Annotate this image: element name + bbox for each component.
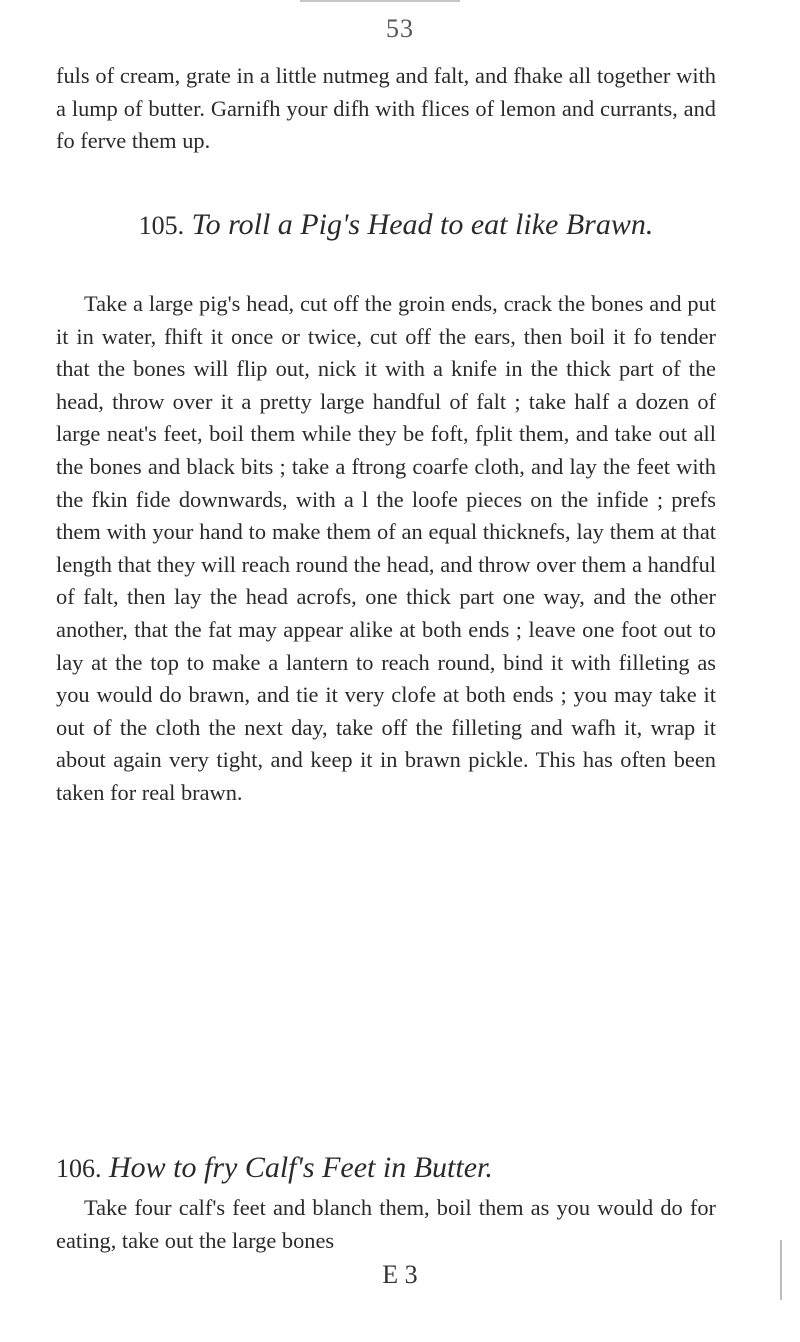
section-106-title: How to fry Calf's Feet in Butter.: [109, 1151, 493, 1184]
page-edge-line: [780, 1240, 782, 1300]
section-106-text: Take four calf's feet and blanch them, boil them as you would do for eating, take out the large bones: [56, 1195, 716, 1253]
section-106-number: 106.: [56, 1154, 102, 1183]
section-106-heading: [56, 1148, 736, 1189]
page-number: 53: [386, 14, 414, 43]
section-105-title: To roll a Pig's Head to eat like Brawn.: [191, 208, 654, 241]
section-105-heading: [56, 205, 736, 246]
section-105-text: Take a large pig's head, cut off the groin ends, crack the bones and put it in water, fhift it once or twice, cut off the ears, then boil it fo tender that the bones will flip out, nick it with a knife in the thick part of the head, throw over it a pretty large handful of falt ; take half a dozen of large neat's feet, boil them while they be foft, fplit them, and take out all the bones and black bits ; take a ftrong coarfe cloth, and lay the feet with the fkin fide downwards, with a l the loofe pieces on the infide ; prefs them with your hand to make them of an equal thicknefs, lay them at that length that they will reach round the head, and throw over them a handful of falt, then lay the head acrofs, one thick part one way, and the other another, that the fat may appear alike at both ends ; leave one foot out to lay at the top to make a lantern to reach round, bind it with filleting as you would do brawn, and tie it very clofe at both ends ; you may take it out of the cloth the next day, take off the filleting and wafh it, wrap it about again very tight, and keep it in brawn pickle. This has often been taken for real brawn.: [56, 291, 716, 805]
opening-paragraph: fuls of cream, grate in a little nutmeg and falt, and fhake all together with a lump of butter. Garnifh your difh with flices of lemon and currants, and fo ferve them up.: [56, 63, 716, 154]
top-rule: [300, 0, 460, 2]
section-105-number: 105.: [138, 211, 185, 240]
signature-mark: E 3: [382, 1260, 418, 1289]
